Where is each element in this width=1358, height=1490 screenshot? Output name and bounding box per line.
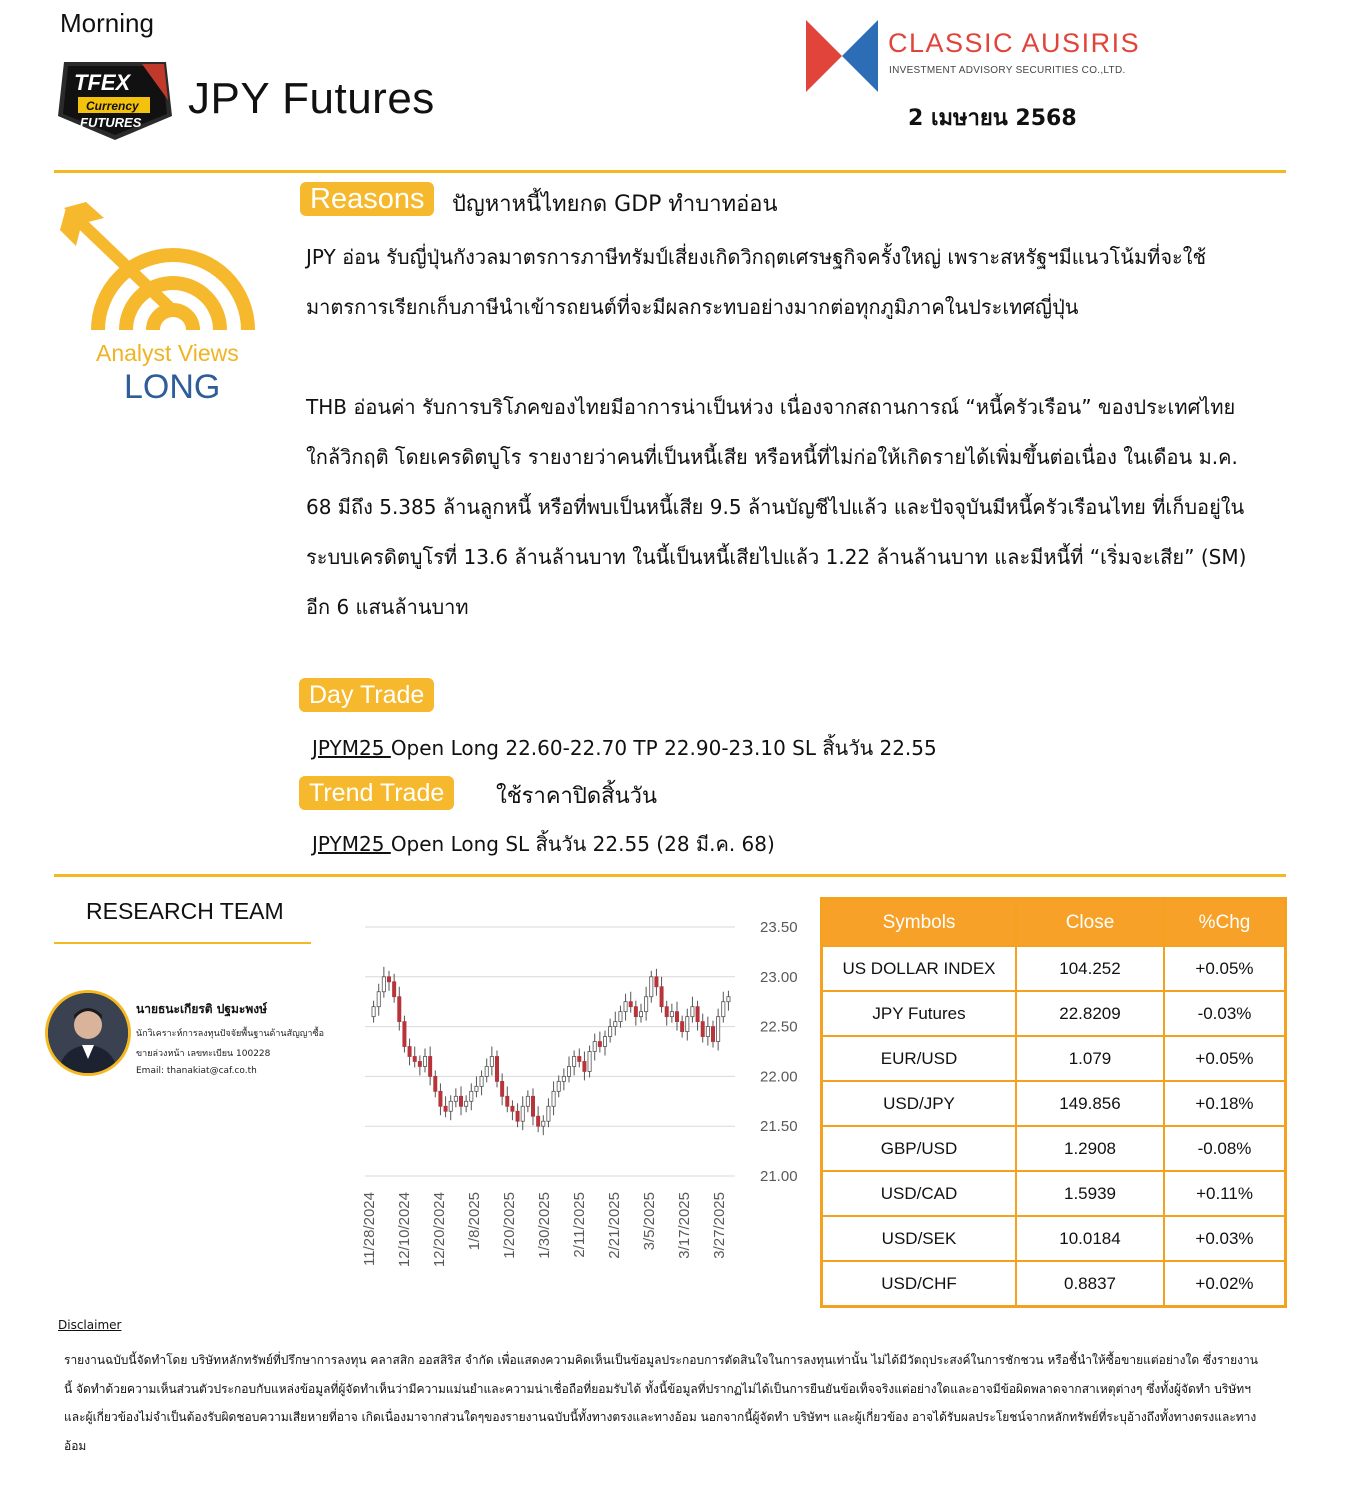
row-close: 1.079	[1016, 1036, 1164, 1081]
y-tick-label: 22.50	[760, 1018, 798, 1036]
row-symbol: JPY Futures	[822, 991, 1017, 1036]
candle-body	[593, 1042, 596, 1052]
candle-body	[531, 1096, 534, 1116]
candle-body	[557, 1081, 560, 1091]
table-row	[822, 1171, 1286, 1216]
day-trade-symbol: JPYM25	[312, 736, 391, 760]
x-tick-label: 1/30/2025	[536, 1192, 553, 1259]
trend-trade-tag: Trend Trade	[299, 776, 454, 810]
row-symbol: GBP/USD	[822, 1126, 1017, 1171]
candle-body	[439, 1091, 442, 1106]
candle-body	[701, 1022, 704, 1037]
x-tick-label: 1/8/2025	[466, 1192, 483, 1251]
candle-body	[567, 1066, 570, 1076]
company-logo-icon	[806, 20, 878, 92]
row-close: 104.252	[1016, 946, 1164, 991]
candle-body	[722, 1002, 725, 1017]
session-label: Morning	[60, 8, 154, 38]
candle-body	[598, 1042, 601, 1047]
candle-body	[470, 1091, 473, 1101]
candle-body	[418, 1061, 421, 1066]
table-row	[822, 1126, 1286, 1171]
candle-body	[650, 977, 653, 997]
x-tick-label: 12/10/2024	[396, 1192, 413, 1268]
logo-line2: Currency	[86, 99, 139, 113]
quote-table	[820, 897, 1287, 1308]
candle-body	[449, 1101, 452, 1111]
target-arrow-icon	[58, 200, 258, 330]
candle-body	[444, 1106, 447, 1111]
trend-trade-line	[312, 828, 775, 860]
candle-body	[511, 1106, 514, 1111]
reasons-headline: ปัญหาหนี้ไทยกด GDP ทำบาทอ่อน	[452, 192, 778, 217]
candle-body	[506, 1096, 509, 1106]
page-title: JPY Futures	[188, 74, 435, 123]
candle-body	[675, 1012, 678, 1022]
candle-body	[634, 1007, 637, 1017]
y-tick-label: 22.00	[760, 1068, 798, 1086]
analyst-license: ขายล่วงหน้า เลขทะเบียน 100228	[136, 1049, 271, 1059]
row-chg: +0.05%	[1164, 946, 1286, 991]
x-tick-label: 11/28/2024	[361, 1192, 378, 1266]
quote-table-header	[822, 899, 1286, 947]
row-chg: +0.11%	[1164, 1171, 1286, 1216]
day-trade-line	[312, 732, 937, 764]
candle-body	[377, 992, 380, 1007]
row-close: 10.0184	[1016, 1216, 1164, 1261]
row-close: 1.5939	[1016, 1171, 1164, 1216]
reason-paragraph-jpy: JPY อ่อน รับญี่ปุ่นกังวลมาตรการภาษีทรัมป์เสี่ยงเกิดวิกฤตเศรษฐกิจครั้งใหญ่ เพราะสหรัฐฯมีแนวโน้มที่จะใช้มาตรการเรียกเก็บภาษีนำเข้ารถยนต์ที่จะมีผลกระทบอย่างมากต่อทุกภูมิภาคในประเทศญี่ปุ่น	[306, 245, 1207, 319]
candle-body	[619, 1012, 622, 1022]
avatar	[45, 990, 131, 1076]
candle-body	[403, 1022, 406, 1047]
row-chg: +0.05%	[1164, 1036, 1286, 1081]
candle-body	[516, 1111, 519, 1121]
logo-line3: FUTURES	[80, 115, 142, 130]
candle-body	[717, 1017, 720, 1042]
candle-body	[639, 1012, 642, 1017]
row-close: 1.2908	[1016, 1126, 1164, 1171]
x-tick-label: 3/27/2025	[711, 1192, 728, 1259]
trend-trade-note: ใช้ราคาปิดสิ้นวัน	[496, 784, 658, 809]
x-tick-label: 2/11/2025	[571, 1192, 588, 1258]
row-close: 149.856	[1016, 1081, 1164, 1126]
research-team-title: RESEARCH TEAM	[86, 898, 284, 924]
candle-body	[372, 1007, 375, 1017]
candle-body	[614, 1022, 617, 1027]
candle-body	[578, 1056, 581, 1061]
row-symbol: USD/CHF	[822, 1261, 1017, 1307]
candle-body	[408, 1047, 411, 1057]
row-close: 22.8209	[1016, 991, 1164, 1036]
candle-body	[583, 1061, 586, 1071]
row-symbol: USD/JPY	[822, 1081, 1017, 1126]
candle-body	[588, 1052, 591, 1072]
candle-body	[501, 1081, 504, 1096]
candle-body	[655, 977, 658, 987]
candle-body	[485, 1066, 488, 1076]
x-tick-label: 2/21/2025	[606, 1192, 623, 1259]
analyst-views-label: Analyst Views	[96, 340, 239, 366]
candle-body	[398, 997, 401, 1022]
candle-body	[686, 1017, 689, 1032]
day-trade-text: Open Long 22.60-22.70 TP 22.90-23.10 SL สิ้นวัน 22.55	[390, 736, 937, 760]
y-tick-label: 21.00	[760, 1168, 798, 1185]
x-tick-label: 12/20/2024	[431, 1192, 448, 1268]
candle-body	[681, 1022, 684, 1032]
table-row	[822, 1081, 1286, 1126]
candle-body	[547, 1106, 550, 1121]
candle-body	[691, 1007, 694, 1017]
analyst-email: Email: thanakiat@caf.co.th	[136, 1066, 257, 1076]
candle-body	[552, 1091, 555, 1106]
x-tick-label: 3/5/2025	[641, 1192, 658, 1251]
day-trade-tag: Day Trade	[299, 678, 434, 712]
row-close: 0.8837	[1016, 1261, 1164, 1307]
candle-body	[603, 1037, 606, 1047]
candle-body	[423, 1056, 426, 1066]
analyst-view-value: LONG	[124, 368, 221, 406]
candle-body	[665, 1007, 668, 1017]
candle-body	[711, 1027, 714, 1042]
candle-body	[526, 1096, 529, 1106]
disclaimer-text: รายงานฉบับนี้จัดทำโดย บริษัทหลักทรัพย์ที่ปรึกษาการลงทุน คลาสสิก ออสสิริส จำกัด เพื่อแสดงความคิดเห็นเป็นข้อมูลประกอบการตัดสินใจในการลงทุนเท่านั้น ไม่ได้มีวัตถุประสงค์ในการชักชวน หรือชี้นำให้ซื้อขายแต่อย่างใด ซึ่งรายงานนี้ จัดทำด้วยความเห็นส่วนตัวประกอบกับแหล่งข้อมูลที่ผู้จัดทำเห็นว่ามีความแม่นยำและความน่าเชื่อถือที่ยอมรับได้ ทั้งนี้ข้อมูลที่ปรากฏไม่ได้เป็นการยืนยันข้อเท็จจริงแต่อย่างใดและอาจมีข้อผิดพลาดจากสาเหตุต่างๆ ซึ่งทั้งผู้จัดทำ บริษัทฯ และผู้เกี่ยวข้องไม่จำเป็นต้องรับผิดชอบความเสียหายที่อาจ เกิดเนื่องมาจากส่วนใดๆของรายงานฉบับนี้ทั้งทางตรงและทางอ้อม นอกจากนี้ผู้จัดทำ บริษัทฯ และผู้เกี่ยวข้อง อาจได้รับผลประโยชน์จากหลักทรัพย์ที่ระบุอ้างถึงทั้งทางตรงและทางอ้อม	[64, 1353, 1258, 1453]
candle-body	[706, 1027, 709, 1037]
candle-body	[429, 1056, 432, 1076]
candle-body	[660, 987, 663, 1007]
candle-body	[413, 1056, 416, 1061]
y-tick-label: 21.50	[760, 1118, 798, 1136]
candle-body	[465, 1101, 468, 1106]
x-tick-label: 3/17/2025	[676, 1192, 693, 1259]
table-row	[822, 1216, 1286, 1261]
row-chg: +0.02%	[1164, 1261, 1286, 1307]
row-chg: +0.18%	[1164, 1081, 1286, 1126]
row-symbol: USD/CAD	[822, 1171, 1017, 1216]
candle-body	[387, 977, 390, 982]
candle-body	[475, 1086, 478, 1091]
divider-top	[54, 170, 1286, 173]
candle-body	[480, 1076, 483, 1086]
row-symbol: US DOLLAR INDEX	[822, 946, 1017, 991]
candle-body	[629, 1002, 632, 1007]
candle-body	[393, 982, 396, 997]
candle-body	[670, 1012, 673, 1017]
candle-body	[696, 1007, 699, 1022]
y-tick-label: 23.00	[760, 968, 798, 986]
header-symbols: Symbols	[822, 899, 1017, 947]
x-tick-label: 1/20/2025	[501, 1192, 518, 1259]
report-date: 2 เมษายน 2568	[908, 106, 1077, 131]
candle-body	[537, 1116, 540, 1126]
candle-body	[521, 1106, 524, 1121]
row-chg: -0.03%	[1164, 991, 1286, 1036]
candle-body	[434, 1076, 437, 1091]
row-symbol: EUR/USD	[822, 1036, 1017, 1081]
header-close: Close	[1016, 899, 1164, 947]
row-chg: -0.08%	[1164, 1126, 1286, 1171]
table-row	[822, 991, 1286, 1036]
candle-body	[727, 997, 730, 1002]
research-team-underline	[54, 942, 311, 944]
analyst-role: นักวิเคราะห์การลงทุนปัจจัยพื้นฐานด้านสัญญาซื้อ	[136, 1029, 324, 1039]
tfex-currency-futures-logo	[56, 60, 174, 142]
candle-body	[573, 1056, 576, 1066]
company-subtitle: INVESTMENT ADVISORY SECURITIES CO.,LTD.	[889, 65, 1126, 76]
trend-trade-symbol: JPYM25	[312, 832, 391, 856]
candle-body	[490, 1056, 493, 1066]
company-name: CLASSIC AUSIRIS	[888, 28, 1141, 58]
candle-body	[645, 997, 648, 1012]
candle-body	[382, 977, 385, 992]
trend-trade-text: Open Long SL สิ้นวัน 22.55 (28 มี.ค. 68)	[390, 832, 775, 856]
header-chg: %Chg	[1164, 899, 1286, 947]
divider-middle	[54, 874, 1286, 877]
row-symbol: USD/SEK	[822, 1216, 1017, 1261]
table-row	[822, 1261, 1286, 1307]
candle-body	[542, 1121, 545, 1126]
candle-body	[454, 1096, 457, 1101]
y-tick-label: 23.50	[760, 919, 798, 936]
disclaimer-heading: Disclaimer	[58, 1318, 122, 1332]
table-row	[822, 946, 1286, 991]
table-row	[822, 1036, 1286, 1081]
candle-body	[624, 1002, 627, 1012]
candle-body	[562, 1076, 565, 1081]
row-chg: +0.03%	[1164, 1216, 1286, 1261]
candle-body	[459, 1096, 462, 1106]
reason-paragraph-thb: THB อ่อนค่า รับการบริโภคของไทยมีอาการน่าเป็นห่วง เนื่องจากสถานการณ์ “หนี้ครัวเรือน” ของประเทศไทย ใกล้วิกฤติ โดยเครดิตบูโร รายงายว่าคนที่เป็นหนี้เสีย หรือหนี้ที่ไม่ก่อให้เกิดรายได้เพิ่มขึ้นต่อเนื่อง ในเดือน ม.ค. 68 มีถึง 5.385 ล้านลูกหนี้ หรือที่พบเป็นหนี้เสีย 9.5 ล้านบัญชีไปแล้ว และปัจจุบันมีหนี้ครัวเรือนไทย ที่เก็บอยู่ในระบบเครดิตบูโรที่ 13.6 ล้านล้านบาท ในนี้เป็นหนี้เสียไปแล้ว 1.22 ล้านล้านบาท และมีหนี้ที่ “เริ่มจะเสีย” (SM) อีก 6 แสนล้านบาท	[306, 395, 1247, 619]
candle-body	[495, 1056, 498, 1081]
analyst-name: นายธนะเกียรติ ปฐมะพงษ์	[136, 1002, 268, 1016]
reasons-tag: Reasons	[300, 182, 434, 216]
logo-line1: TFEX	[74, 70, 131, 95]
jpy-candlestick-chart	[340, 900, 810, 1290]
candle-body	[609, 1027, 612, 1037]
